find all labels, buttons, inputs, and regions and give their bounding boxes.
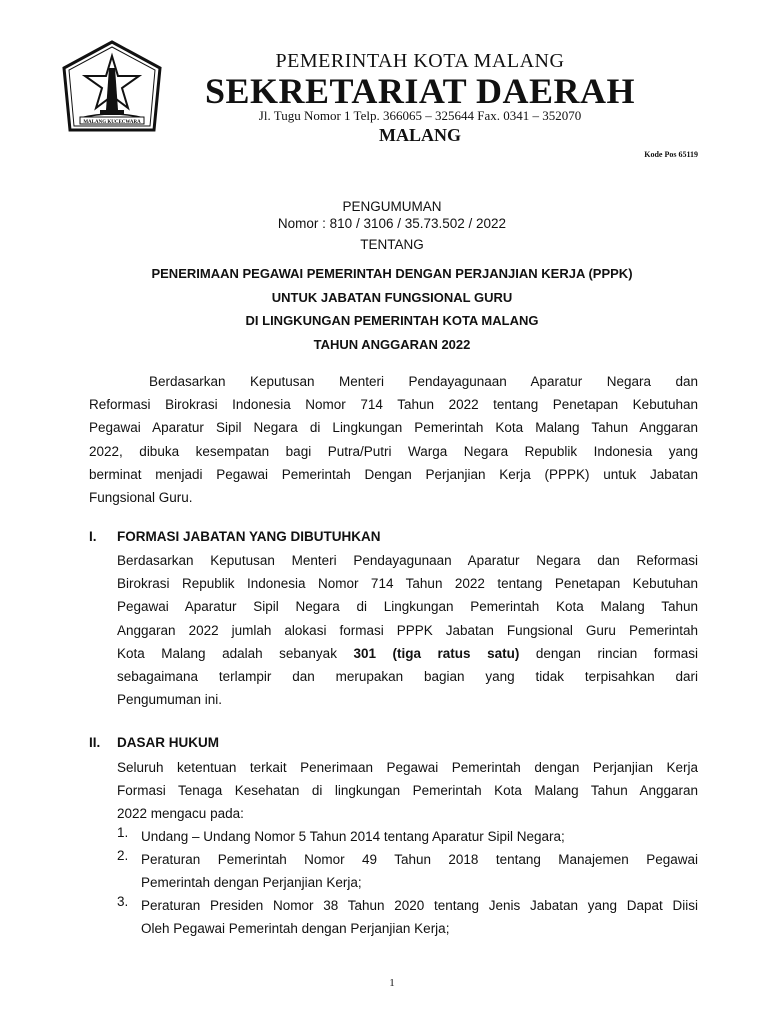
paragraph-line: Fungsional Guru.	[89, 489, 193, 505]
subject-line: TAHUN ANGGARAN 2022	[313, 337, 471, 352]
letterhead-address: Jl. Tugu Nomor 1 Telp. 366065 – 325644 Fax. 0341 – 352070	[258, 108, 582, 123]
list-item-line: Peraturan Pemerintah Nomor 49 Tahun 2018 tentang Manajemen Pegawai	[141, 852, 698, 867]
section-number: II.	[89, 735, 101, 750]
announcement-title: PENGUMUMAN	[342, 199, 442, 214]
paragraph-line: Birokrasi Republik Indonesia Nomor 714 Tahun 2022 tentang Penetapan Kebutuhan	[117, 576, 698, 592]
paragraph-line: 2022 mengacu pada:	[117, 806, 244, 822]
paragraph-line: Formasi Tenaga Kesehatan di lingkungan Pemerintah Kota Malang Tahun Anggaran	[117, 783, 698, 799]
paragraph-line: Berdasarkan Keputusan Menteri Pendayagunaan Aparatur Negara dan Reformasi	[117, 553, 698, 568]
list-item	[141, 894, 698, 940]
list-item-line: Oleh Pegawai Pemerintah dengan Perjanjian Kerja;	[141, 921, 450, 937]
announcement-about: TENTANG	[360, 237, 424, 252]
paragraph-line: Pegawai Aparatur Sipil Negara di Lingkungan Pemerintah Kota Malang Tahun Anggaran	[89, 420, 698, 436]
list-item	[141, 825, 698, 848]
section-paragraph	[117, 549, 698, 711]
paragraph-line: 2022, dibuka kesempatan bagi Putra/Putri Warga Negara Republik Indonesia yang	[89, 443, 698, 459]
paragraph-line: sebagaimana terlampir dan merupakan bagian yang tidak terpisahkan dari	[117, 668, 698, 684]
line-text: dengan rincian formasi	[535, 645, 698, 661]
list-number: 2.	[117, 848, 129, 863]
paragraph-line: Pegawai Aparatur Sipil Negara di Lingkungan Pemerintah Kota Malang Tahun	[117, 599, 698, 615]
list-item	[141, 848, 698, 894]
city-emblem-icon	[56, 38, 168, 150]
subject-line: PENERIMAAN PEGAWAI PEMERINTAH DENGAN PERJANJIAN KERJA (PPPK)	[151, 266, 633, 281]
list-item-line: Pemerintah dengan Perjanjian Kerja;	[141, 875, 362, 891]
announcement-number: Nomor : 810 / 3106 / 35.73.502 / 2022	[277, 216, 507, 231]
paragraph-line	[117, 642, 698, 665]
list-item-line: Undang – Undang Nomor 5 Tahun 2014 tentang Aparatur Sipil Negara;	[141, 829, 565, 844]
postal-code: Kode Pos 65119	[644, 150, 698, 159]
letterhead-government: PEMERINTAH KOTA MALANG	[275, 50, 565, 72]
page-number: 1	[389, 977, 395, 989]
emblem-motto: MALANG KUCECWARA	[83, 120, 141, 125]
paragraph-line: Anggaran 2022 jumlah alokasi formasi PPPK Jabatan Fungsional Guru Pemerintah	[117, 622, 698, 638]
paragraph-line: Reformasi Birokrasi Indonesia Nomor 714 Tahun 2022 tentang Penetapan Kebutuhan	[89, 397, 698, 413]
letterhead-office: SEKRETARIAT DAERAH	[204, 71, 636, 111]
intro-paragraph	[89, 370, 698, 509]
letterhead-city: MALANG	[379, 125, 461, 145]
subject-line: UNTUK JABATAN FUNGSIONAL GURU	[271, 290, 513, 305]
paragraph-line: berminat menjadi Pegawai Pemerintah Dengan Perjanjian Kerja (PPPK) untuk Jabatan	[89, 466, 698, 482]
formation-count: 301 (tiga ratus satu)	[353, 645, 520, 661]
section-title: DASAR HUKUM	[117, 735, 219, 750]
paragraph-line: Seluruh ketentuan terkait Penerimaan Pegawai Pemerintah dengan Perjanjian Kerja	[117, 760, 698, 775]
line-text: Kota Malang adalah sebanyak	[117, 645, 337, 661]
paragraph-line: Berdasarkan Keputusan Menteri Pendayagunaan Aparatur Negara dan	[149, 374, 698, 389]
list-item-line: Peraturan Presiden Nomor 38 Tahun 2020 tentang Jenis Jabatan yang Dapat Diisi	[141, 898, 698, 913]
list-number: 1.	[117, 825, 129, 840]
section-paragraph	[117, 756, 698, 826]
subject-line: DI LINGKUNGAN PEMERINTAH KOTA MALANG	[245, 313, 539, 328]
paragraph-line: Pengumuman ini.	[117, 692, 223, 708]
section-title: FORMASI JABATAN YANG DIBUTUHKAN	[117, 529, 381, 544]
section-number: I.	[89, 529, 97, 544]
list-number: 3.	[117, 894, 129, 909]
